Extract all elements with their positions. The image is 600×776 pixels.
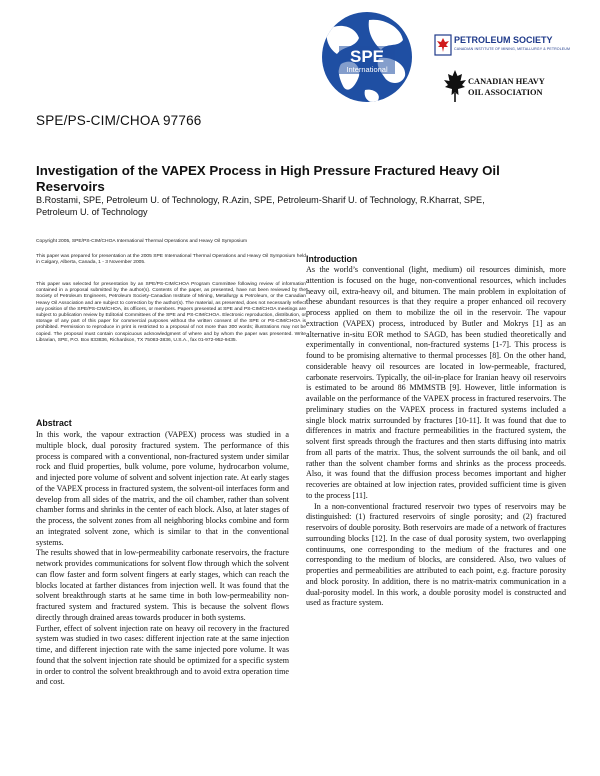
introduction-paragraph: As the world’s conventional (light, medium) oil resources diminish, more attention is focused on the huge, non-conventional resources, which includes heavy oil, extra-heavy oil, and bitumen. The main problem in exploitation of these abundant resources is that they require a proper enhanced oil recovery process applied on them to mobilize the oil in the reservoir. The vapour extraction (VAPEX) process, introduced by Butler and Mokrys [1] as an alternative in-situ EOR method to SAGD, has been studied theoretically and experimentally in conventional, non-fractured systems [1-7]. This process is found to be promising alternative to thermal processes [8]. On the other hand, considerable heavy oil resources are located in low-permeable, fractured, carbonate reservoirs. Typically, the oil-in-place for Iranian heavy oil reservoirs is estimated to be around 86 MMMSTB [9]. However, little information is available on the performance of the VAPEX process in fractured reservoirs. The preliminary studies on the VAPEX process in fractured systems included a single block matrix surrounded by fractures [10-11]. It was found that due to differences in matrix and fracture permeabilities in the fractured system, the solvent first spreads through the fractures and then starts diffusing into matrix from all parts of the matrix. Thus, the solvent surrounds the oil bank, and oil rather than the solvent chamber forms and shrinks as the process proceeds. Also, it was found that the diffusion process becomes important and higher recoveries are obtained at low injection rates, provided sufficient time is given to the process [11]. [306, 265, 566, 500]
petroleum-society-emblem-icon [434, 34, 452, 56]
paper-title-line1: Investigation of the VAPEX Process in High Pressure Fractured Heavy Oil [36, 163, 500, 178]
paper-number: SPE/PS-CIM/CHOA 97766 [36, 113, 202, 128]
authors-line1: B.Rostami, SPE, Petroleum U. of Technology, R.Azin, SPE, Petroleum-Sharif U. of Technology, R.Kharrat, SPE, [36, 195, 485, 205]
abstract-paragraph: The results showed that in low-permeability carbonate reservoirs, the fracture network provides communications for solvent flow through which the solvent can flow faster and form solvent fingers at early stages, which can reach the blocks located at farther distances from injection well. It was found that the solvent breakthrough starts at he same time in both low-permeability non-fractured system and fractured system. This is because the solvent flows directly through drained areas towards producer in both systems. [36, 548, 289, 622]
maple-leaf-icon [442, 68, 468, 104]
paper-title [36, 163, 576, 194]
choa-name-line2: OIL ASSOCIATION [468, 88, 543, 97]
authors-line2: Petroleum U. of Technology [36, 206, 148, 217]
selection-disclaimer: This paper was selected for presentation by an SPE/PS-CIM/CHOA Program Committee following review of information contained in a proposal submitted by the author(s). Contents of the paper, as presented, have not been reviewed by the Society of Petroleum Engineers, Petroleum Society-Canadian Institute of Mining, Metallurgy & Petroleum, or the Canadian Heavy Oil Association and are subject to correction by the author(s). The material, as presented, does not necessarily reflect any position of the SPE/PS-CIM/CHOA, its officers, or members. Papers presented at SPE and PS-CIM/CHOA meetings are subject to publication review by Editorial Committees of the SPE and PS-CIM/CHOA. Electronic reproduction, distribution, or storage of any part of this paper for commercial purposes without the written consent of the SPE or PS-CIM/CHOA is prohibited. Permission to reproduce in print is restricted to a proposal of not more than 300 words; illustrations may not be copied. The proposal must contain conspicuous acknowledgment of where and by whom the paper was presented. Write Librarian, SPE, P.O. Box 833836, Richardson, TX 75083-3836, U.S.A., fax 01-972-952-9435. [36, 282, 306, 343]
abstract-paragraph: Further, effect of solvent injection rate on heavy oil recovery in the fractured system was studied in two cases: different injection rate at the same injection time, and different injection rate with the same injected pore volume. It was found that the solvent injection rate should be optimized for a specific system in order to control the solvent breakthrough and to avoid extra operation time and cost. [36, 623, 289, 687]
petroleum-society-subtitle: CANADIAN INSTITUTE OF MINING, METALLURGY & PETROLEUM [454, 47, 571, 51]
abstract-body [36, 430, 289, 688]
paper-title-line2: Reservoirs [36, 178, 105, 194]
introduction-paragraph: In a non-conventional fractured reservoir two types of reservoirs may be distinguished: (1) fractured reservoirs of single porosity; and (2) fractured reservoirs of double porosity. Both reservoirs are made of a network of fractures surrounding blocks [12]. In the case of dual porosity system, two overlapping continuums, one corresponding to the medium of the fractures and one corresponding to the medium of blocks, are considered. Also, two values of properties and permeabilities are attributed to each point, e.g. fracture porosity and block porosity. In addition, there is no matrix-matrix communication in a dual-porosity model. In this work, a double porosity model is constructed and used as fracture system. [306, 501, 566, 608]
introduction-body [306, 265, 566, 609]
choa-name-line1: CANADIAN HEAVY [468, 77, 545, 86]
abstract-paragraph: In this work, the vapour extraction (VAPEX) process was studied in a multiple block, dual porosity fractured system. The performance of this process is compared with a conventional, non-fractured system under similar rock and fluid properties, bulk volume, pore volume, hydrocarbon volume, and injected pore volume of solvent and solvent injection rate. At early stages of the VAPEX process in fractured system, the solvent-oil interfaces form and develop from all sides of the matrix, and the oil chamber, rather than solvent chamber forms and shrinks in the center of each block. Also, at later stages of the process, the solvent zones from all neighboring blocks combine and form an integrated solvent zone, which is similar to that in the conventional systems. [36, 430, 289, 547]
spe-logo-wordmark: SPE [349, 47, 385, 66]
copyright-notice: Copyright 2005, SPE/PS-CIM/CHOA International Thermal Operations and Heavy Oil Symposium [36, 239, 248, 244]
abstract-heading: Abstract [36, 418, 72, 428]
introduction-heading: Introduction [306, 254, 358, 264]
spe-international-logo [307, 8, 427, 106]
presentation-notice: This paper was prepared for presentation at the 2005 SPE International Thermal Operations and Heavy Oil Symposium held in Calgary, Alberta, Canada, 1 - 3 November 2005. [36, 254, 306, 266]
society-logos [432, 30, 600, 110]
paper-authors [36, 195, 581, 218]
spe-logo-subtitle: International [346, 65, 388, 74]
petroleum-society-name: PETROLEUM SOCIETY [454, 35, 553, 45]
